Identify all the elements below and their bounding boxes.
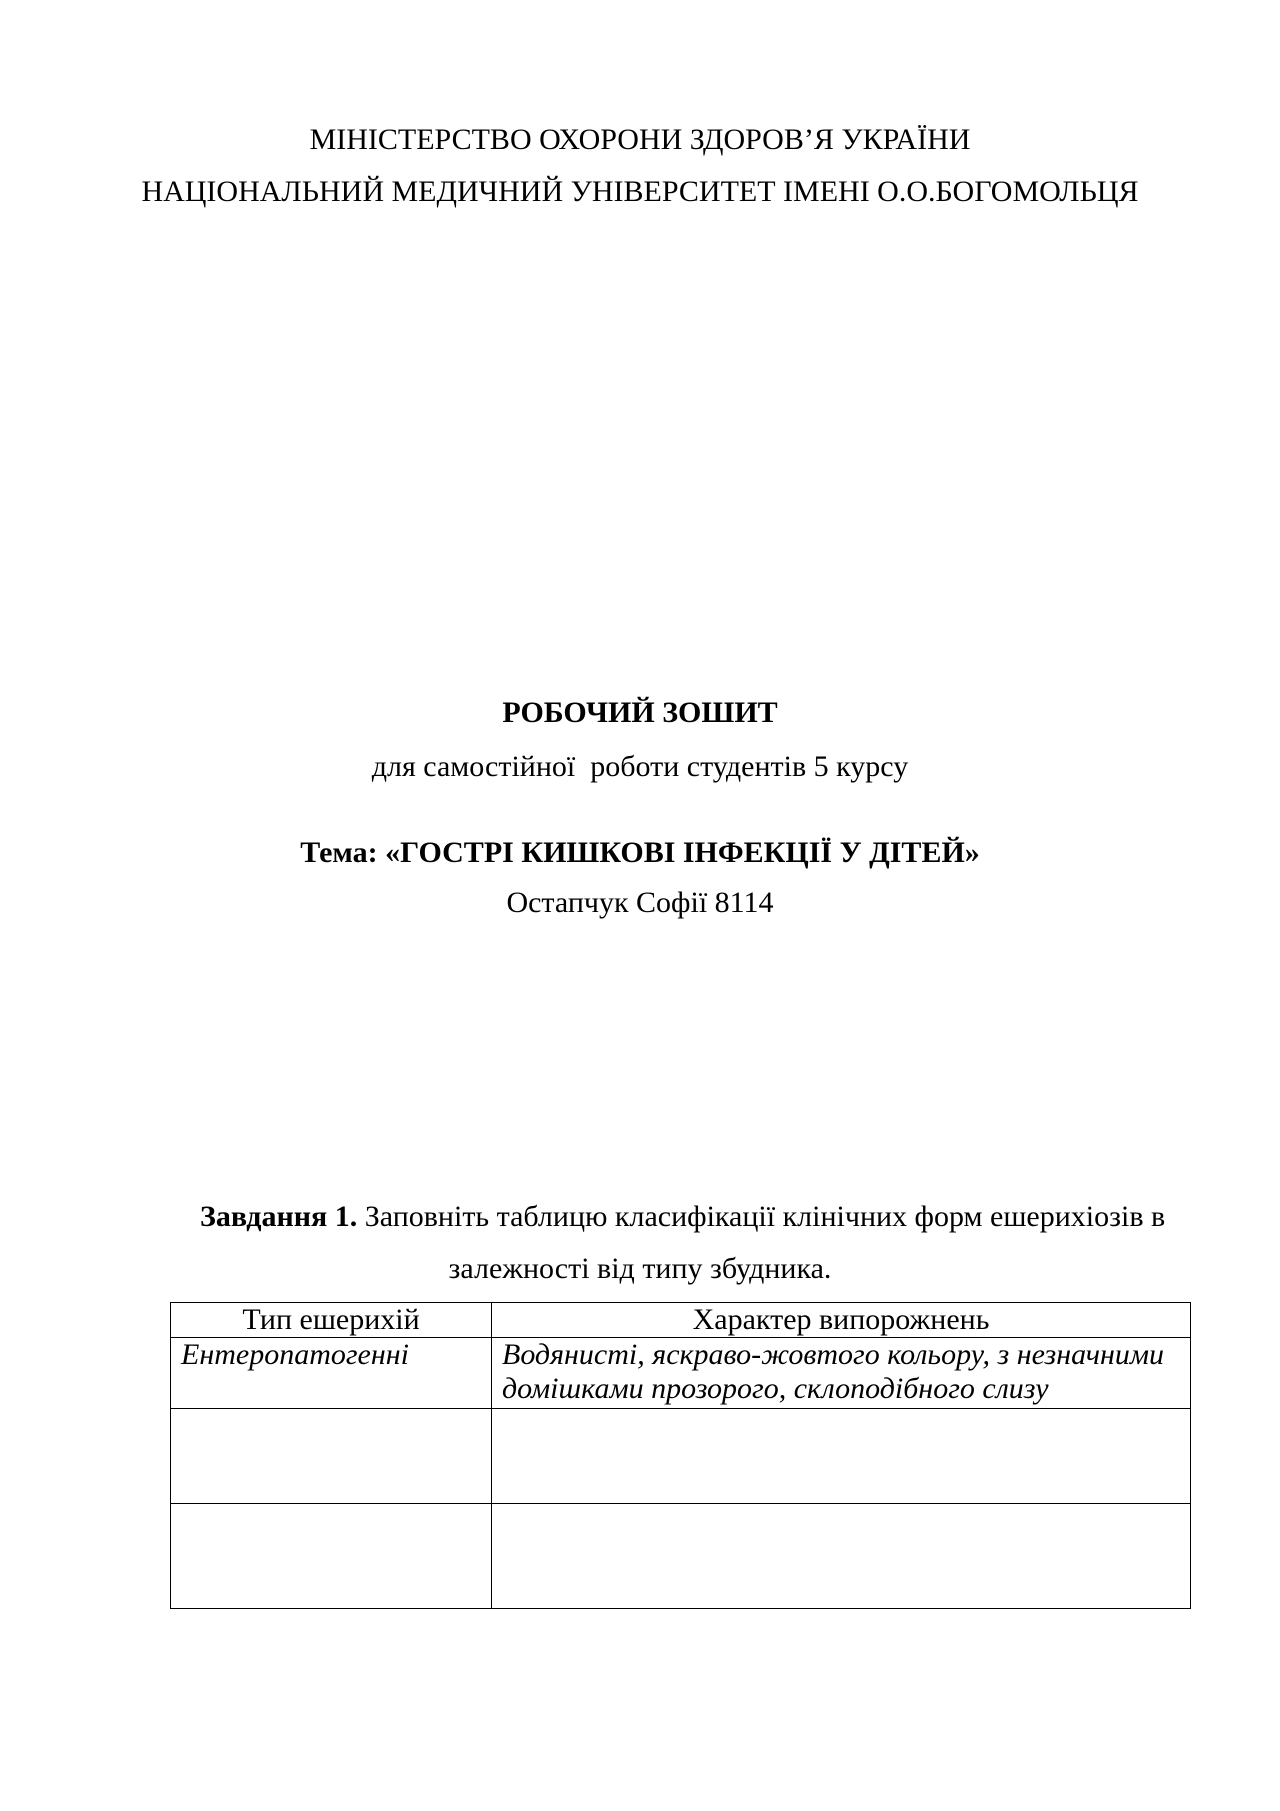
task-1-label: Завдання 1.: [200, 1200, 358, 1233]
cell-stool-character[interactable]: Водянисті, яскраво-жовтого кольору, з незначними домішками прозорого, склоподібного слизу: [492, 1338, 1191, 1409]
table-row: [171, 1409, 1191, 1504]
cell-stool-character[interactable]: [492, 1504, 1191, 1609]
task-1-text: Заповніть таблицю класифікації клінічних форм ешерихіозів в: [357, 1200, 1166, 1233]
cell-escherichia-type[interactable]: Ентеропатогенні: [171, 1338, 492, 1409]
task-1-instruction-continued: залежності від типу збудника.: [448, 1252, 832, 1285]
student-name: Остапчук Софії 8114: [506, 886, 774, 919]
table-header-row: [171, 1303, 1191, 1338]
workbook-title: РОБОЧИЙ ЗОШИТ: [502, 696, 778, 729]
header-escherichia-type: Тип ешерихій: [171, 1303, 492, 1338]
cell-escherichia-type[interactable]: [171, 1409, 492, 1504]
header-stool-character: Характер випорожнень: [492, 1303, 1191, 1338]
cell-stool-character[interactable]: [492, 1409, 1191, 1504]
ministry-name: МІНІСТЕРСТВО ОХОРОНИ ЗДОРОВ’Я УКРАЇНИ: [309, 123, 971, 156]
table-row: [171, 1338, 1191, 1409]
escherichia-classification-table: [170, 1302, 1191, 1609]
workbook-subtitle: для самостійної роботи студентів 5 курсу: [371, 750, 909, 783]
cell-escherichia-type[interactable]: [171, 1504, 492, 1609]
table-row: [171, 1504, 1191, 1609]
task-1-instruction: [200, 1199, 1165, 1235]
university-name: НАЦІОНАЛЬНИЙ МЕДИЧНИЙ УНІВЕРСИТЕТ ІМЕНІ О.О.БОГОМОЛЬЦЯ: [141, 175, 1139, 208]
topic-title: Тема: «ГОСТРІ КИШКОВІ ІНФЕКЦІЇ У ДІТЕЙ»: [300, 836, 980, 869]
